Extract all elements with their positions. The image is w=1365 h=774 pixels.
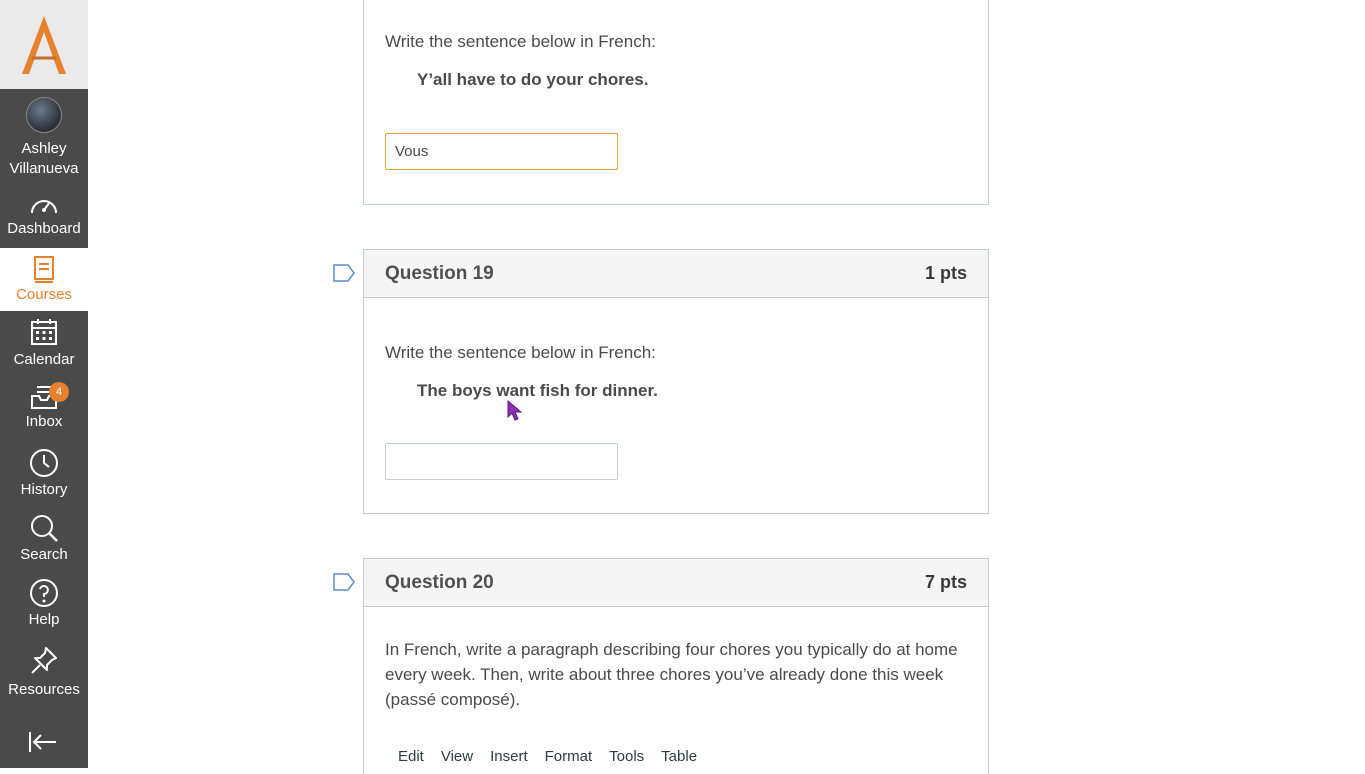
- question-20: [363, 558, 989, 774]
- question-19: [363, 249, 989, 514]
- question-title: Question 20: [385, 571, 494, 593]
- question-header: [364, 250, 988, 298]
- nav-resources-label: Resources: [8, 681, 80, 698]
- nav-calendar[interactable]: [0, 318, 88, 370]
- flag-question-20-icon[interactable]: [333, 573, 355, 591]
- editor-menubar: [398, 748, 714, 765]
- menu-insert[interactable]: Insert: [490, 748, 528, 765]
- menu-edit[interactable]: Edit: [398, 748, 424, 765]
- avatar: [26, 97, 62, 133]
- answer-input[interactable]: [385, 133, 618, 170]
- nav-dashboard[interactable]: [0, 193, 88, 248]
- inbox-unread-badge: 4: [49, 382, 69, 402]
- question-title: Question 19: [385, 262, 494, 284]
- nav-inbox-label: Inbox: [25, 413, 63, 430]
- collapse-arrow-icon: [28, 730, 58, 754]
- nav-account[interactable]: [0, 97, 88, 179]
- question-sentence: Y’all have to do your chores.: [417, 70, 649, 89]
- question-sentence: The boys want fish for dinner.: [417, 381, 658, 400]
- question-prompt: Write the sentence below in French:: [385, 343, 656, 362]
- question-18: [363, 0, 989, 205]
- menu-view[interactable]: View: [440, 748, 474, 765]
- nav-courses-label: Courses: [16, 285, 72, 303]
- nav-calendar-label: Calendar: [13, 351, 75, 368]
- question-points: 1 pts: [924, 263, 967, 283]
- pin-icon: [30, 646, 58, 676]
- menu-format[interactable]: Format: [544, 748, 593, 765]
- mouse-cursor-icon: [507, 400, 523, 422]
- flag-question-19-icon[interactable]: [333, 264, 355, 282]
- nav-history-label: History: [20, 481, 68, 498]
- answer-input[interactable]: [385, 443, 618, 480]
- question-points: 7 pts: [924, 572, 967, 592]
- nav-resources[interactable]: [0, 646, 88, 700]
- calendar-icon: [30, 318, 58, 346]
- nav-history[interactable]: [0, 448, 88, 500]
- collapse-nav-button[interactable]: [28, 730, 58, 759]
- nav-dashboard-label: Dashboard: [7, 220, 81, 237]
- global-navigation: [0, 0, 88, 768]
- clock-icon: [29, 448, 59, 478]
- nav-search[interactable]: [0, 513, 88, 565]
- nav-search-label: Search: [20, 546, 68, 563]
- nav-help[interactable]: [0, 578, 88, 630]
- nav-courses[interactable]: [0, 248, 88, 311]
- menu-tools[interactable]: Tools: [609, 748, 645, 765]
- nav-inbox[interactable]: [0, 382, 88, 432]
- institution-logo[interactable]: [0, 0, 88, 89]
- question-header: [364, 559, 988, 607]
- question-text: In French, write a paragraph describing four chores you typically do at home every week. Then, write about three chores you’ve already done this week (passé composé).: [385, 640, 958, 709]
- courses-icon: [32, 255, 56, 283]
- logo-icon: [18, 14, 70, 76]
- help-icon: [29, 578, 59, 608]
- menu-table[interactable]: Table: [661, 748, 698, 765]
- nav-account-name-line1: Ashley: [21, 140, 67, 157]
- search-icon: [29, 513, 59, 543]
- dashboard-icon: [29, 193, 59, 217]
- nav-help-label: Help: [28, 611, 60, 628]
- question-prompt: Write the sentence below in French:: [385, 32, 656, 51]
- nav-account-name-line2: Villanueva: [9, 160, 79, 177]
